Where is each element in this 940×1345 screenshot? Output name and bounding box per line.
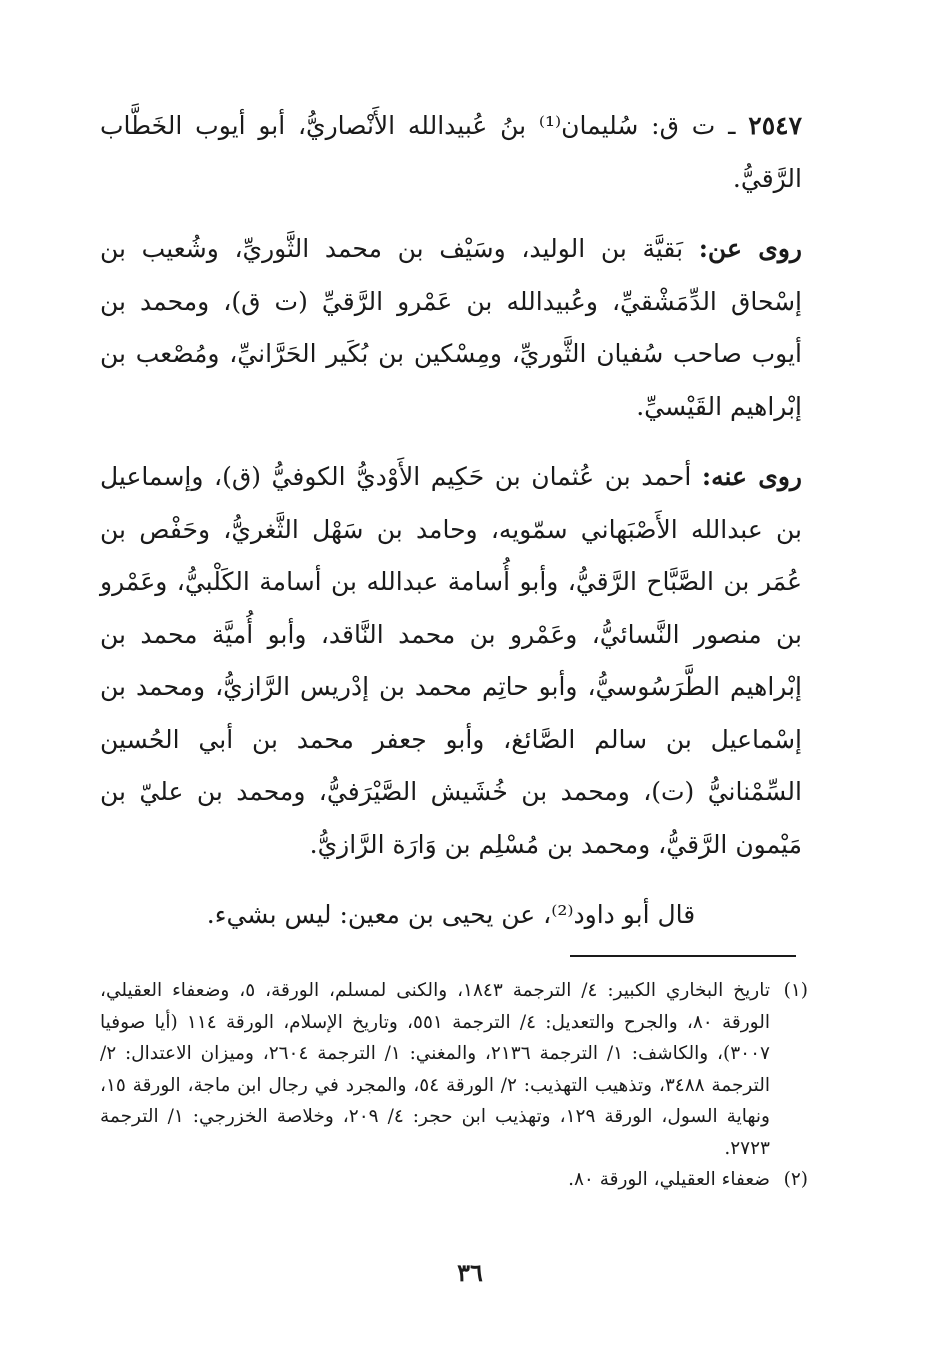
footnote xyxy=(100,975,808,1164)
footnote xyxy=(100,1164,808,1196)
footnotes xyxy=(100,975,808,1196)
entry-heading-text: ـ ت ق: سُليمان⁽¹⁾ بنُ عُبيدالله الأَنْصاريُّ، أبو أيوب الخَطَّاب الرَّقيُّ. xyxy=(100,111,802,193)
narrated-by-paragraph xyxy=(100,451,802,871)
page-number: ٣٦ xyxy=(457,1258,483,1287)
footnote-marker: (٢) xyxy=(783,1169,808,1190)
narrated-from-label: روى عن: xyxy=(698,234,803,263)
footnote-separator xyxy=(570,955,796,957)
footnote-marker: (١) xyxy=(783,980,808,1001)
footnote-text: ضعفاء العقيلي، الورقة ٨٠. xyxy=(568,1169,770,1190)
entry-number: ٢٥٤٧ xyxy=(748,111,802,140)
narrated-from-paragraph xyxy=(100,223,802,433)
narrated-by-text: أحمد بن عُثمان بن حَكِيم الأَوْديُّ الكوفيُّ (ق)، وإسماعيل بن عبدالله الأَصْبَهاني سمّويه، وحامد بن سَهْل الثَّغريُّ، وحَفْص بن عُمَر بن الصَّبَّاح الرَّقيُّ، وأبو أُسامة عبدالله بن أسامة الكَلْبيُّ، وعَمْرو بن منصور النَّسائيُّ، وعَمْرو بن محمد النَّاقد، وأبو أُميَّة محمد بن إبْراهيم الطَّرَسُوسيُّ، وأبو حاتِم محمد بن إدْريس الرَّازيُّ، ومحمد بن إسْماعيل بن سالم الصَّائغ، وأبو جعفر محمد بن أبي الحُسين السِّمْنانيُّ (ت)، ومحمد بن خُشَيش الصَّيْرَفيُّ، ومحمد بن عليّ بن مَيْمون الرَّقيُّ، ومحمد بن مُسْلِم بن وَارَة الرَّازيُّ. xyxy=(100,462,802,859)
footnote-text: تاريخ البخاري الكبير: ٤/ الترجمة ١٨٤٣، والكنى لمسلم، الورقة، ٥، وضعفاء العقيلي، الورقة ٨٠، والجرح والتعديل: ٤/ الترجمة ٥٥١، وتاريخ الإسلام، الورقة ١١٤ (أيا صوفيا ٣٠٠٧)، والكاشف: ١/ الترجمة ٢١٣٦، والمغني: ١/ الترجمة ٢٦٠٤، وميزان الاعتدال: ٢/ الترجمة ٣٤٨٨، وتذهيب التهذيب: ٢/ الورقة ٥٤، والمجرد في رجال ابن ماجة، الورقة ١٥، ونهاية السول، الورقة ١٢٩، وتهذيب ابن حجر: ٤/ ٢٠٩، وخلاصة الخزرجي: ١/ الترجمة ٢٧٢٣. xyxy=(100,980,771,1159)
narrated-by-label: روى عنه: xyxy=(701,462,802,491)
main-text xyxy=(100,100,802,960)
quote-paragraph: قال أبو داود⁽²⁾، عن يحيى بن معين: ليس بشيء. xyxy=(206,900,696,929)
entry-heading xyxy=(100,100,802,205)
narrated-from-text: بَقيَّة بن الوليد، وسَيْف بن محمد الثَّوريِّ، وشُعيب بن إسْحاق الدِّمَشْقيِّ، وعُبيدالله بن عَمْرو الرَّقيِّ (ت ق)، ومحمد بن أيوب صاحب سُفيان الثَّوريِّ، ومِسْكين بن بُكَير الحَرَّانيِّ، ومُصْعب بن إبْراهيم القَيْسيِّ. xyxy=(100,234,802,421)
